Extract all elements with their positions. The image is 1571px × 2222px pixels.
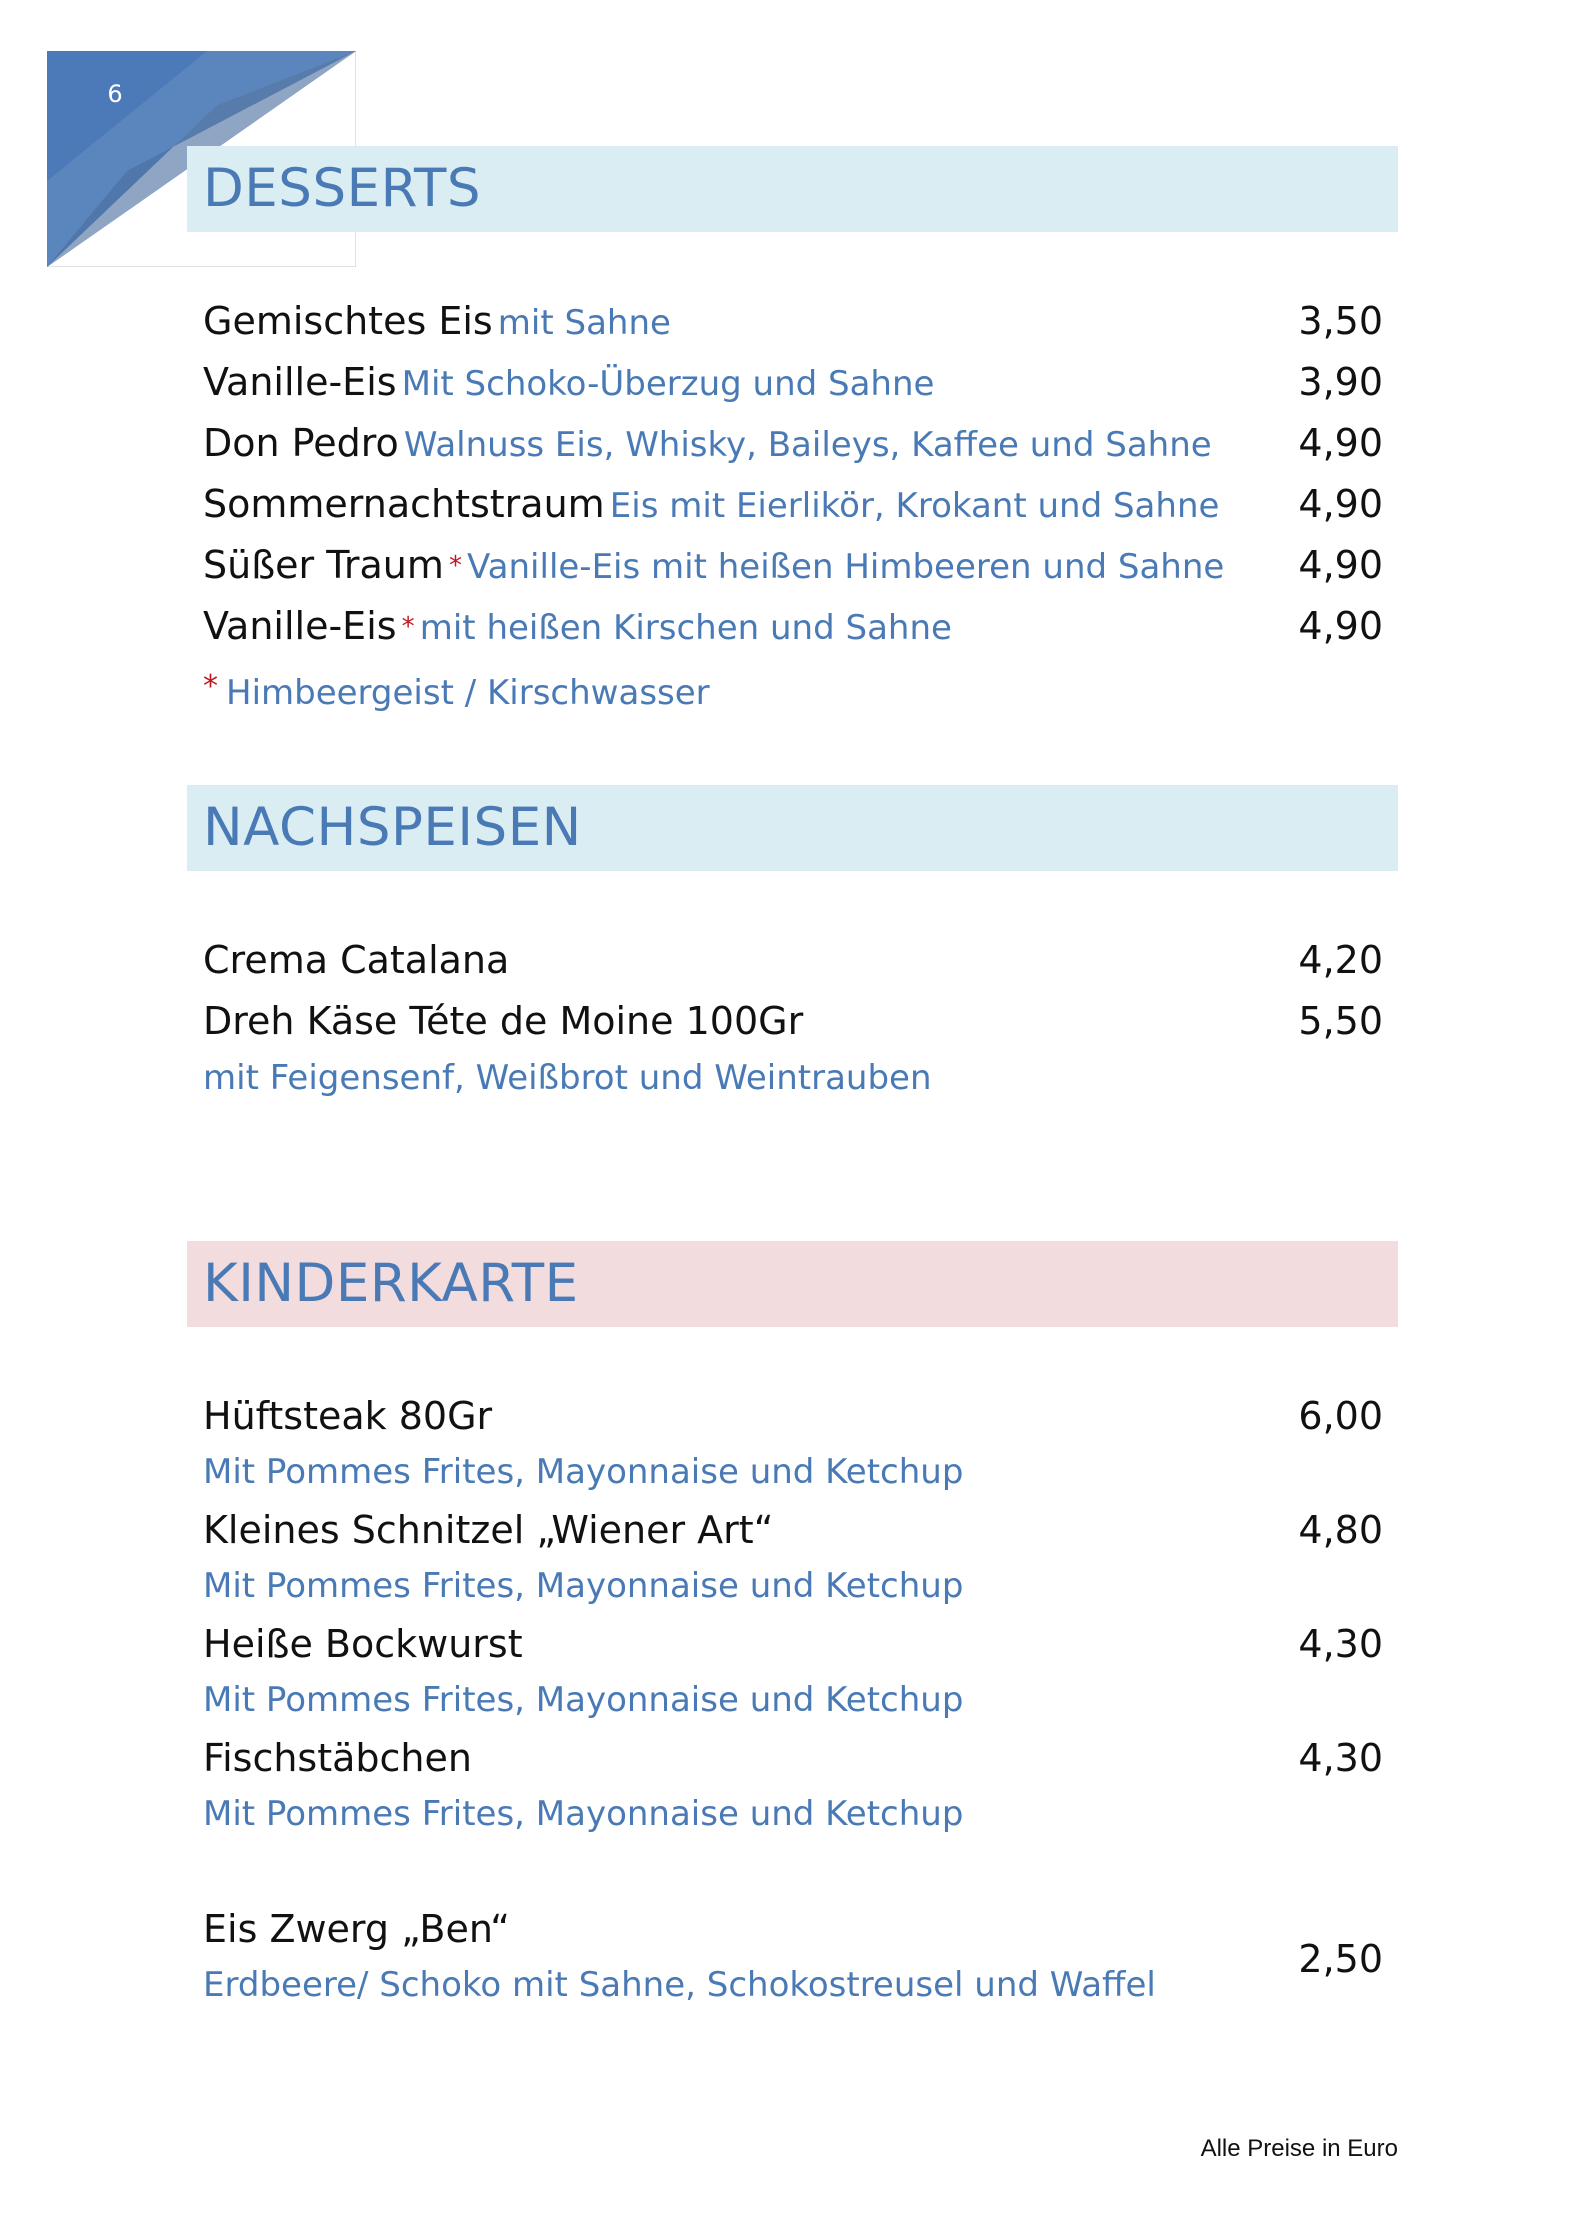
page-number: 6 <box>107 80 123 108</box>
item-price: 4,90 <box>1298 482 1383 526</box>
item-price: 4,30 <box>1298 1736 1383 1780</box>
item-name: Vanille-Eis <box>203 360 397 404</box>
menu-item <box>203 932 1383 988</box>
item-price: 4,20 <box>1298 938 1383 982</box>
menu-item <box>203 993 1383 1049</box>
item-name: Dreh Käse Téte de Moine 100Gr <box>203 999 804 1043</box>
item-name: Hüftsteak 80Gr <box>203 1394 493 1438</box>
menu-item <box>203 598 1383 654</box>
footnote <box>203 662 710 718</box>
item-name: Heiße Bockwurst <box>203 1622 523 1666</box>
section-title-nachspeisen: NACHSPEISEN <box>187 785 1398 871</box>
item-name: Fischstäbchen <box>203 1736 472 1780</box>
item-description: Mit Pommes Frites, Mayonnaise und Ketchup <box>203 1794 964 1834</box>
footnote-marker: * <box>401 612 415 642</box>
item-description: Mit Pommes Frites, Mayonnaise und Ketchup <box>203 1566 964 1606</box>
item-price: 4,90 <box>1298 604 1383 648</box>
item-price: 3,50 <box>1298 299 1383 343</box>
item-price: 4,30 <box>1298 1622 1383 1666</box>
menu-item <box>203 537 1383 593</box>
menu-item <box>203 415 1383 471</box>
footnote-marker: * <box>203 669 218 704</box>
menu-item <box>203 476 1383 532</box>
menu-item <box>203 1502 1383 1558</box>
price-note: Alle Preise in Euro <box>1200 2135 1398 2162</box>
item-price: 6,00 <box>1298 1394 1383 1438</box>
section-title-kinderkarte: KINDERKARTE <box>187 1241 1398 1327</box>
item-name: Sommernachtstraum <box>203 482 605 526</box>
item-description: Mit Pommes Frites, Mayonnaise und Ketchup <box>203 1452 964 1492</box>
item-price: 2,50 <box>1298 1937 1383 1981</box>
item-name: Don Pedro <box>203 421 399 465</box>
item-description: mit Sahne <box>497 303 671 343</box>
menu-item <box>203 293 1383 349</box>
menu-item <box>203 1616 1383 1672</box>
item-name: Gemischtes Eis <box>203 299 493 343</box>
item-name: Eis Zwerg „Ben“ <box>203 1907 510 1951</box>
item-description: mit Feigensenf, Weißbrot und Weintrauben <box>203 1058 932 1098</box>
menu-item <box>203 1388 1383 1444</box>
menu-item <box>203 354 1383 410</box>
item-name: Vanille-Eis <box>203 604 397 648</box>
item-description: Mit Pommes Frites, Mayonnaise und Ketchup <box>203 1680 964 1720</box>
item-price: 4,90 <box>1298 421 1383 465</box>
item-price: 4,80 <box>1298 1508 1383 1552</box>
item-name: Süßer Traum <box>203 543 444 587</box>
footnote-text: Himbeergeist / Kirschwasser <box>226 673 710 713</box>
item-price: 3,90 <box>1298 360 1383 404</box>
item-description: Walnuss Eis, Whisky, Baileys, Kaffee und Sahne <box>403 425 1212 465</box>
item-description: mit heißen Kirschen und Sahne <box>419 608 952 648</box>
item-description: Vanille-Eis mit heißen Himbeeren und Sahne <box>467 547 1225 587</box>
section-title-desserts: DESSERTS <box>187 146 1398 232</box>
item-name: Crema Catalana <box>203 938 510 982</box>
price-row <box>203 1931 1383 1987</box>
item-name: Kleines Schnitzel „Wiener Art“ <box>203 1508 774 1552</box>
item-description: Mit Schoko-Überzug und Sahne <box>401 364 935 404</box>
item-description: Erdbeere/ Schoko mit Sahne, Schokostreusel und Waffel <box>203 1965 1156 2005</box>
footnote-marker: * <box>448 551 462 581</box>
item-price: 5,50 <box>1298 999 1383 1043</box>
item-description: Eis mit Eierlikör, Krokant und Sahne <box>609 486 1220 526</box>
menu-item <box>203 1730 1383 1786</box>
item-price: 4,90 <box>1298 543 1383 587</box>
